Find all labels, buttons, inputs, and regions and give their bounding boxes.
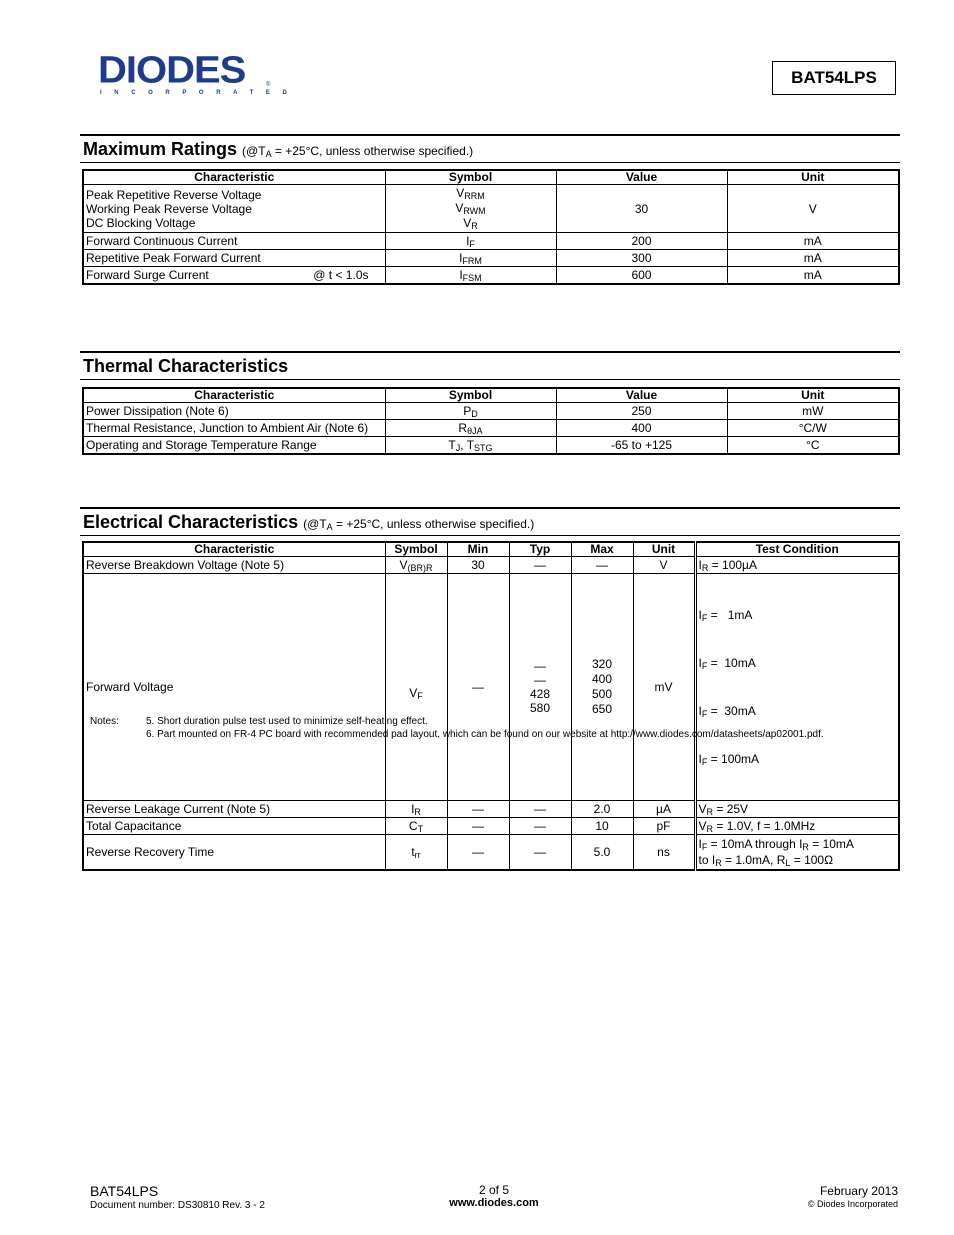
electrical-table: [82, 541, 900, 871]
header-symbol: Symbol: [385, 388, 556, 403]
characteristic-cell: Reverse Recovery Time: [83, 835, 385, 871]
table-row: [83, 437, 899, 455]
header-value: Value: [556, 170, 727, 185]
max-ratings-title: Maximum Ratings ($@T_A = +25^\circ C$, unless otherwise specified.): [83, 139, 474, 159]
test-condition-cell: $V_R = 1.0V$, f = 1.0MHz: [695, 818, 899, 835]
notes-label: Notes:: [90, 716, 119, 727]
section-rule: [80, 507, 900, 509]
footer-page-number: 2 of 5: [478, 1183, 510, 1197]
typ-cell: —: [509, 818, 571, 835]
value-cell: 200: [556, 233, 727, 250]
header-value: Value: [556, 388, 727, 403]
symbol-cell: $V_F$: [385, 574, 447, 801]
footer-left: [90, 1183, 265, 1211]
symbol-cell: $t_{rr}$: [385, 835, 447, 871]
surge-condition: @ t < 1.0s: [313, 268, 369, 282]
unit-cell: pF: [633, 818, 695, 835]
table-row: [83, 835, 899, 871]
header-symbol: Symbol: [385, 542, 447, 557]
header-unit: Unit: [727, 170, 899, 185]
test-condition-cell: $I_R = 100\mu A$: [695, 557, 899, 574]
header-characteristic: Characteristic: [83, 388, 385, 403]
min-cell: —: [447, 801, 509, 818]
table-row: [83, 574, 899, 801]
symbol-cell: $T_J$, $T_{STG}$: [385, 437, 556, 455]
unit-cell: mA: [727, 267, 899, 285]
section-rule: [80, 134, 900, 136]
section-rule: [80, 162, 900, 163]
symbol-cell: $P_D$: [385, 403, 556, 420]
footer-copyright: © Diodes Incorporated: [807, 1199, 898, 1209]
unit-cell: V: [633, 557, 695, 574]
footer-date: February 2013: [819, 1184, 898, 1198]
test-condition-cell: $V_R = 25V$: [695, 801, 899, 818]
logo-wordmark: DIODES: [98, 49, 246, 91]
symbol-cell: $I_F$: [385, 233, 556, 250]
typ-cell: —: [509, 835, 571, 871]
header-symbol: Symbol: [385, 170, 556, 185]
test-condition-cell: $I_F = 10mA$ through $I_R = 10mA$ to $I_R = 1.0mA$, $R_L = 100\Omega$: [695, 835, 899, 871]
min-cell: —: [447, 574, 509, 801]
value-cell: 300: [556, 250, 727, 267]
characteristic-cell: Power Dissipation (Note 6): [83, 403, 385, 420]
table-row: [83, 403, 899, 420]
test-condition-cell: $I_F = 1mA$ $I_F = 10mA$ $I_F = 30mA$ $I_F = 100mA$: [695, 574, 899, 801]
header-min: Min: [447, 542, 509, 557]
max-cell: 2.0: [571, 801, 633, 818]
characteristic-cell: Forward Surge Current @ t < 1.0s: [83, 267, 385, 285]
table-row: [83, 557, 899, 574]
section-rule: [80, 535, 900, 536]
logo-subtitle: INCORPORATED: [100, 90, 300, 96]
unit-cell: mA: [727, 250, 899, 267]
table-row: [83, 233, 899, 250]
table-header-row: [83, 170, 899, 185]
section-rule: [80, 351, 900, 353]
footer-website-link[interactable]: www.diodes.com: [449, 1197, 539, 1209]
unit-cell: V: [727, 185, 899, 233]
header-test-condition: Test Condition: [695, 542, 899, 557]
symbol-cell: $V_{RRM}$ $V_{RWM}$ $V_R$: [385, 185, 556, 233]
part-number-box: BAT54LPS: [772, 61, 896, 95]
min-cell: 30: [447, 557, 509, 574]
header-typ: Typ: [509, 542, 571, 557]
unit-cell: mA: [727, 233, 899, 250]
max-cell: 320 400 500 650: [571, 574, 633, 801]
symbol-cell: $I_{FSM}$: [385, 267, 556, 285]
table-header-row: [83, 388, 899, 403]
max-ratings-condition: ($@T_A = +25^\circ C$, unless otherwise specified.): [242, 144, 474, 159]
header-characteristic: Characteristic: [83, 542, 385, 557]
value-cell: -65 to +125: [556, 437, 727, 455]
typ-cell: —: [509, 557, 571, 574]
unit-cell: °C: [727, 437, 899, 455]
min-cell: —: [447, 835, 509, 871]
min-cell: —: [447, 818, 509, 835]
header-characteristic: Characteristic: [83, 170, 385, 185]
thermal-title: Thermal Characteristics: [83, 356, 289, 376]
unit-cell: mW: [727, 403, 899, 420]
characteristic-cell: Peak Repetitive Reverse Voltage Working Peak Reverse Voltage DC Blocking Voltage: [83, 185, 385, 233]
header-unit: Unit: [633, 542, 695, 557]
footer-part-number: BAT54LPS: [90, 1183, 159, 1199]
table-row: [83, 267, 899, 285]
unit-cell: ns: [633, 835, 695, 871]
electrical-condition: ($@T_A = +25^\circ C$, unless otherwise specified.): [303, 517, 535, 532]
table-row: [83, 185, 899, 233]
table-header-row: [83, 542, 899, 557]
table-row: [83, 420, 899, 437]
table-row: [83, 250, 899, 267]
max-ratings-table: [82, 169, 900, 285]
characteristic-cell: Repetitive Peak Forward Current: [83, 250, 385, 267]
value-cell: 30: [556, 185, 727, 233]
symbol-cell: $R_{\theta JA}$: [385, 420, 556, 437]
footer-center: [394, 1183, 594, 1209]
characteristic-cell: Forward Continuous Current: [83, 233, 385, 250]
note-6: 6. Part mounted on FR-4 PC board with recommended pad layout, which can be found on our website at http://www.diodes.com/datasheets/ap02001.pdf.: [146, 729, 824, 740]
characteristic-cell: Reverse Leakage Current (Note 5): [83, 801, 385, 818]
characteristic-cell: Thermal Resistance, Junction to Ambient Air (Note 6): [83, 420, 385, 437]
registered-icon: ®: [266, 82, 271, 88]
unit-cell: µA: [633, 801, 695, 818]
electrical-title: Electrical Characteristics ($@T_A = +25^\circ C$, unless otherwise specified.): [83, 512, 535, 532]
characteristic-cell: Total Capacitance: [83, 818, 385, 835]
unit-cell: °C/W: [727, 420, 899, 437]
symbol-cell: $V_{(BR)R}$: [385, 557, 447, 574]
max-cell: —: [571, 557, 633, 574]
max-cell: 10: [571, 818, 633, 835]
typ-cell: —: [509, 801, 571, 818]
symbol-cell: $I_{FRM}$: [385, 250, 556, 267]
characteristic-cell: Reverse Breakdown Voltage (Note 5): [83, 557, 385, 574]
characteristic-cell: Operating and Storage Temperature Range: [83, 437, 385, 455]
value-cell: 400: [556, 420, 727, 437]
symbol-cell: $I_R$: [385, 801, 447, 818]
header-max: Max: [571, 542, 633, 557]
symbol-cell: $C_T$: [385, 818, 447, 835]
thermal-table: [82, 387, 900, 455]
value-cell: 250: [556, 403, 727, 420]
footer-document-number: Document number: DS30810 Rev. 3 - 2: [90, 1200, 265, 1211]
table-row: [83, 801, 899, 818]
unit-cell: mV: [633, 574, 695, 801]
footer-right: [808, 1184, 898, 1209]
max-cell: 5.0: [571, 835, 633, 871]
section-rule: [80, 379, 900, 380]
diodes-logo: [98, 49, 300, 98]
typ-cell: — — 428 580: [509, 574, 571, 801]
note-5: 5. Short duration pulse test used to minimize self-heating effect.: [146, 716, 428, 727]
table-row: [83, 818, 899, 835]
characteristic-cell: Forward Voltage: [83, 574, 385, 801]
header-unit: Unit: [727, 388, 899, 403]
value-cell: 600: [556, 267, 727, 285]
